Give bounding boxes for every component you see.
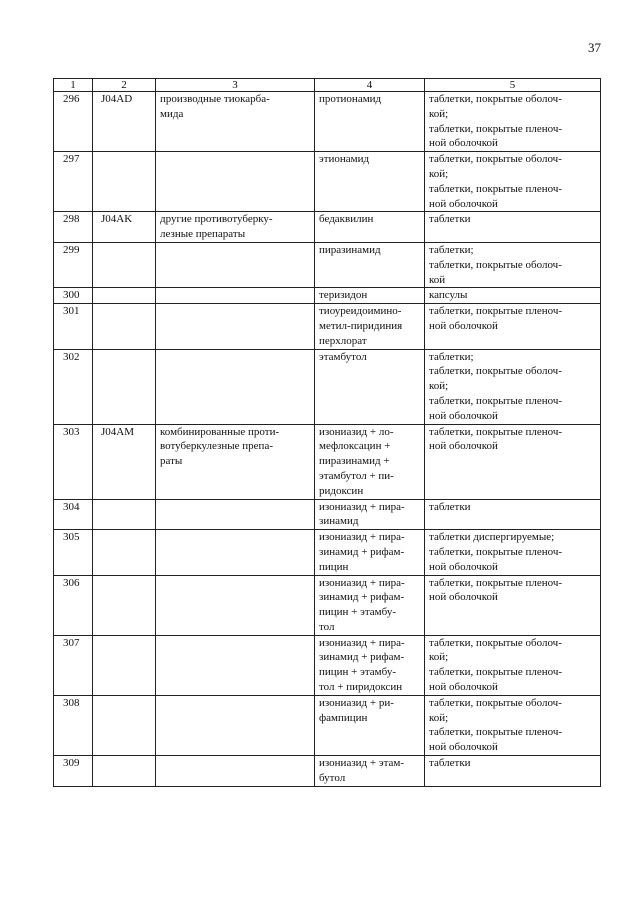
row-number-cell: 306 <box>54 575 93 635</box>
dosage-forms-cell: таблетки, покрытые оболоч- кой; таблетки, покрытые пленоч- ной оболочкой <box>425 152 601 212</box>
row-number-cell: 302 <box>54 349 93 424</box>
dosage-forms-cell: таблетки диспергируемые; таблетки, покрытые пленоч- ной оболочкой <box>425 530 601 575</box>
drug-group-cell <box>156 635 315 695</box>
table-row <box>54 499 601 530</box>
row-number-cell: 309 <box>54 756 93 787</box>
dosage-forms-cell: капсулы <box>425 288 601 304</box>
header-cell: 4 <box>315 79 425 92</box>
drug-group-cell <box>156 242 315 287</box>
substance-cell: изониазид + ри- фампицин <box>315 695 425 755</box>
row-number-cell: 301 <box>54 304 93 349</box>
substance-cell: изониазид + пира- зинамид + рифам- пицин <box>315 530 425 575</box>
table-row <box>54 242 601 287</box>
substance-cell: изониазид + ло- мефлоксацин + пиразинамид + этамбутол + пи- ридоксин <box>315 424 425 499</box>
table-row <box>54 349 601 424</box>
drug-group-cell <box>156 575 315 635</box>
drug-group-cell <box>156 695 315 755</box>
drug-group-cell: производные тиокарба- мида <box>156 92 315 152</box>
dosage-forms-cell: таблетки, покрытые пленоч- ной оболочкой <box>425 575 601 635</box>
atc-code-cell <box>93 635 156 695</box>
table-row <box>54 212 601 243</box>
drug-group-cell <box>156 288 315 304</box>
substance-cell: бедаквилин <box>315 212 425 243</box>
atc-code-cell <box>93 152 156 212</box>
substance-cell: теризидон <box>315 288 425 304</box>
header-cell: 3 <box>156 79 315 92</box>
row-number-cell: 308 <box>54 695 93 755</box>
table-row <box>54 695 601 755</box>
dosage-forms-cell: таблетки, покрытые пленоч- ной оболочкой <box>425 304 601 349</box>
dosage-forms-cell: таблетки; таблетки, покрытые оболоч- кой; таблетки, покрытые пленоч- ной оболочкой <box>425 349 601 424</box>
row-number-cell: 297 <box>54 152 93 212</box>
atc-code-cell <box>93 530 156 575</box>
table-row <box>54 575 601 635</box>
drug-table <box>53 78 601 787</box>
substance-cell: протионамид <box>315 92 425 152</box>
dosage-forms-cell: таблетки, покрытые оболоч- кой; таблетки, покрытые пленоч- ной оболочкой <box>425 695 601 755</box>
atc-code-cell <box>93 575 156 635</box>
drug-group-cell <box>156 152 315 212</box>
dosage-forms-cell: таблетки, покрытые оболоч- кой; таблетки, покрытые пленоч- ной оболочкой <box>425 92 601 152</box>
table-row <box>54 152 601 212</box>
atc-code-cell <box>93 288 156 304</box>
dosage-forms-cell: таблетки <box>425 212 601 243</box>
table-row <box>54 288 601 304</box>
dosage-forms-cell: таблетки; таблетки, покрытые оболоч- кой <box>425 242 601 287</box>
page-number: 37 <box>588 40 601 55</box>
row-number-cell: 296 <box>54 92 93 152</box>
drug-group-cell <box>156 756 315 787</box>
header-row <box>54 79 601 92</box>
header-cell: 5 <box>425 79 601 92</box>
drug-group-cell: другие противотуберку- лезные препараты <box>156 212 315 243</box>
drug-group-cell <box>156 499 315 530</box>
dosage-forms-cell: таблетки, покрытые оболоч- кой; таблетки, покрытые пленоч- ной оболочкой <box>425 635 601 695</box>
substance-cell: изониазид + пира- зинамид + рифам- пицин + этамбу- тол <box>315 575 425 635</box>
table-row <box>54 304 601 349</box>
substance-cell: этамбутол <box>315 349 425 424</box>
table-body <box>54 92 601 787</box>
drug-group-cell <box>156 304 315 349</box>
atc-code-cell <box>93 499 156 530</box>
drug-group-cell <box>156 530 315 575</box>
dosage-forms-cell: таблетки <box>425 499 601 530</box>
table-row <box>54 635 601 695</box>
atc-code-cell: J04AM <box>93 424 156 499</box>
substance-cell: изониазид + пира- зинамид + рифам- пицин + этамбу- тол + пиридоксин <box>315 635 425 695</box>
atc-code-cell <box>93 304 156 349</box>
substance-cell: изониазид + пира- зинамид <box>315 499 425 530</box>
atc-code-cell: J04AD <box>93 92 156 152</box>
dosage-forms-cell: таблетки <box>425 756 601 787</box>
row-number-cell: 299 <box>54 242 93 287</box>
row-number-cell: 300 <box>54 288 93 304</box>
table-header <box>54 79 601 92</box>
substance-cell: изониазид + этам- бутол <box>315 756 425 787</box>
row-number-cell: 305 <box>54 530 93 575</box>
table-row <box>54 92 601 152</box>
atc-code-cell <box>93 349 156 424</box>
row-number-cell: 307 <box>54 635 93 695</box>
drug-group-cell: комбинированные проти- вотуберкулезные препа- раты <box>156 424 315 499</box>
atc-code-cell <box>93 242 156 287</box>
atc-code-cell <box>93 756 156 787</box>
substance-cell: этионамид <box>315 152 425 212</box>
header-cell: 2 <box>93 79 156 92</box>
table-row <box>54 424 601 499</box>
row-number-cell: 298 <box>54 212 93 243</box>
row-number-cell: 303 <box>54 424 93 499</box>
header-cell: 1 <box>54 79 93 92</box>
substance-cell: тиоуреидоимино- метил-пиридиния перхлорат <box>315 304 425 349</box>
atc-code-cell: J04AK <box>93 212 156 243</box>
row-number-cell: 304 <box>54 499 93 530</box>
table-row <box>54 530 601 575</box>
substance-cell: пиразинамид <box>315 242 425 287</box>
table-row <box>54 756 601 787</box>
drug-group-cell <box>156 349 315 424</box>
atc-code-cell <box>93 695 156 755</box>
dosage-forms-cell: таблетки, покрытые пленоч- ной оболочкой <box>425 424 601 499</box>
